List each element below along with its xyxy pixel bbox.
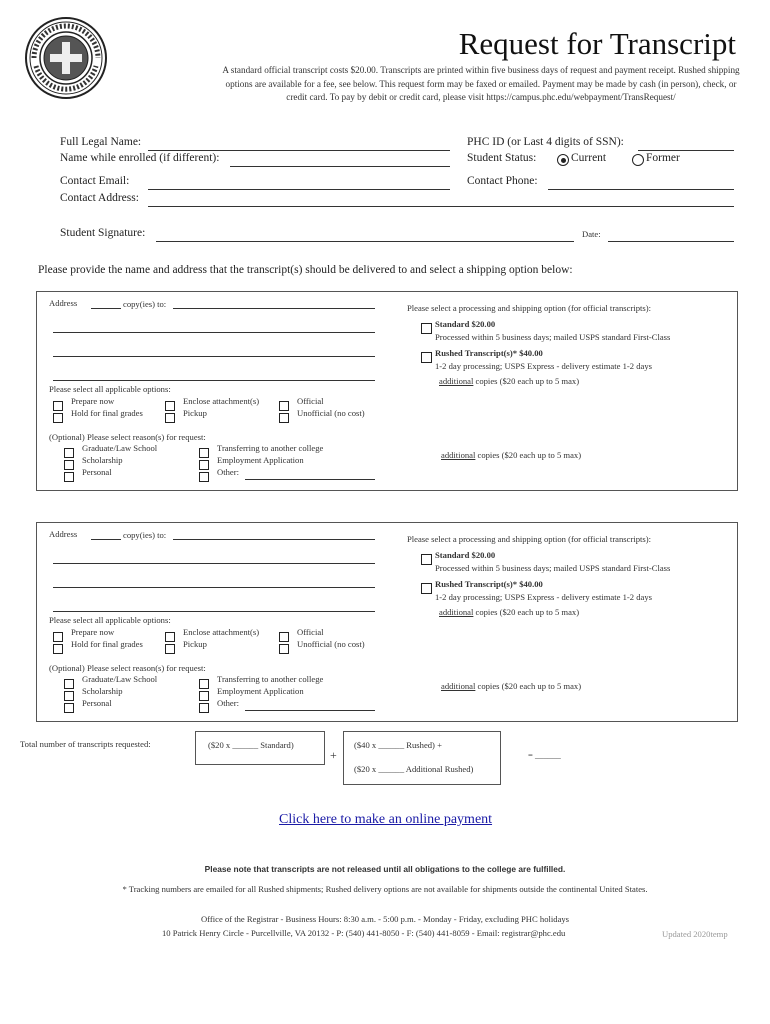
status-former-radio[interactable] (632, 153, 644, 171)
standard-desc: Processed within 5 business days; mailed USPS standard First-Class (435, 563, 671, 573)
obligations-note: Please note that transcripts are not released until all obligations to the college are fulfilled. (204, 864, 566, 874)
official-label: Official (297, 396, 324, 406)
hold-grades-label: Hold for final grades (71, 408, 143, 418)
enclose-label: Enclose attachment(s) (183, 627, 260, 637)
hold-grades-label: Hold for final grades (71, 639, 143, 649)
status-former-label: Former (646, 152, 680, 164)
other-label: Other: (217, 698, 239, 708)
delivery-block-2 (36, 522, 738, 722)
pickup-label: Pickup (183, 639, 207, 649)
rushed-total-box[interactable] (343, 731, 501, 785)
phc-id-field[interactable] (638, 150, 734, 151)
pickup-checkbox[interactable] (165, 641, 175, 659)
other-reason-field[interactable] (245, 710, 375, 711)
enclose-label: Enclose attachment(s) (183, 396, 260, 406)
office-hours: Office of the Registrar - Business Hours: 8:30 a.m. - 5:00 p.m. - Monday - Friday, excluding PHC holidays (200, 914, 570, 924)
copies-to-label: copy(ies) to: (123, 299, 167, 309)
reasons-title: (Optional) Please select reason(s) for request: (49, 663, 206, 673)
delivery-block-1 (36, 291, 738, 491)
standard-additional-copies[interactable] (441, 450, 581, 460)
instructions-text: Please provide the name and address that the transcript(s) should be delivered to and select a shipping option below: (38, 264, 573, 276)
contact-address-field[interactable] (148, 206, 734, 207)
standard-total-text: ($20 x ______ Standard) (208, 740, 294, 750)
additional-label: additional (441, 681, 476, 691)
additional-copies-label: copies ($20 each up to 5 max) (475, 450, 582, 460)
rushed-desc: 1-2 day processing; USPS Express - delivery estimate 1-2 days (435, 361, 652, 371)
total-label: Total number of transcripts requested: (20, 739, 151, 749)
student-status-label: Student Status: (467, 152, 537, 164)
other-label: Other: (217, 467, 239, 477)
grad-school-label: Graduate/Law School (82, 443, 158, 453)
hold-grades-checkbox[interactable] (53, 641, 63, 659)
unofficial-label: Unofficial (no cost) (297, 639, 365, 649)
address-line-3-field[interactable] (53, 380, 375, 381)
rushed-additional-copies[interactable] (439, 376, 579, 386)
legal-name-field[interactable] (148, 150, 450, 151)
reasons-title: (Optional) Please select reason(s) for request: (49, 432, 206, 442)
official-label: Official (297, 627, 324, 637)
employment-label: Employment Application (217, 686, 304, 696)
office-contact: 10 Patrick Henry Circle - Purcellville, VA 20132 - P: (540) 441-8050 - F: (540) 441-8059 - Email: registrar@phc.edu (162, 928, 566, 938)
options-title: Please select all applicable options: (49, 615, 171, 625)
transfer-label: Transferring to another college (217, 674, 324, 684)
standard-total-box[interactable] (195, 731, 325, 765)
phc-id-label: PHC ID (or Last 4 digits of SSN): (467, 136, 624, 148)
legal-name-label: Full Legal Name: (60, 136, 142, 148)
signature-field[interactable] (156, 241, 574, 242)
unofficial-checkbox[interactable] (279, 641, 289, 659)
rushed-desc: 1-2 day processing; USPS Express - delivery estimate 1-2 days (435, 592, 652, 602)
transfer-label: Transferring to another college (217, 443, 324, 453)
scholarship-label: Scholarship (82, 455, 123, 465)
address-line-1-field[interactable] (53, 563, 375, 564)
prepare-now-label: Prepare now (71, 396, 115, 406)
personal-label: Personal (82, 698, 112, 708)
scholarship-label: Scholarship (82, 686, 123, 696)
standard-checkbox[interactable] (421, 552, 432, 570)
intro-text: A standard official transcript costs $20.00. Transcripts are printed within five business days of request and payment receipt. Rushed shipping options are available for a fee, see below. This request form may be faxed or emailed. Payment may be made by cash (in person), check, or credit card. To pay by debit or credit card, please visit https://campus.phc.edu/webpayment/TransRequest/ (222, 65, 740, 102)
enrolled-name-label: Name while enrolled (if different): (60, 152, 220, 164)
unofficial-label: Unofficial (no cost) (297, 408, 365, 418)
personal-checkbox[interactable] (64, 700, 74, 718)
rushed-label: Rushed Transcript(s)* $40.00 (435, 348, 543, 358)
copies-to-label: copy(ies) to: (123, 530, 167, 540)
address-line-2-field[interactable] (53, 356, 375, 357)
other-reason-field[interactable] (245, 479, 375, 480)
enrolled-name-field[interactable] (230, 166, 450, 167)
online-payment-link[interactable]: Click here to make an online payment (279, 812, 493, 827)
shipping-title: Please select a processing and shipping option (for official transcripts): (407, 303, 651, 313)
rushed-label: Rushed Transcript(s)* $40.00 (435, 579, 543, 589)
personal-label: Personal (82, 467, 112, 477)
additional-copies-label: copies ($20 each up to 5 max) (475, 681, 582, 691)
shipping-title: Please select a processing and shipping option (for official transcripts): (407, 534, 651, 544)
updated-label: Updated 2020temp (662, 929, 728, 939)
date-field[interactable] (608, 241, 734, 242)
address-line-2-field[interactable] (53, 587, 375, 588)
rushed-checkbox[interactable] (421, 350, 432, 368)
standard-checkbox[interactable] (421, 321, 432, 339)
copies-count-field[interactable] (91, 539, 121, 540)
unofficial-checkbox[interactable] (279, 410, 289, 428)
rushed-total-text: ($40 x ______ Rushed) + (354, 740, 442, 750)
contact-email-label: Contact Email: (60, 175, 130, 187)
status-current-label: Current (571, 152, 607, 164)
standard-label: Standard $20.00 (435, 319, 496, 329)
additional-copies-label: copies ($20 each up to 5 max) (473, 607, 580, 617)
contact-phone-label: Contact Phone: (467, 175, 538, 187)
signature-label: Student Signature: (60, 227, 146, 239)
status-current-radio[interactable] (557, 153, 569, 171)
standard-desc: Processed within 5 business days; mailed USPS standard First-Class (435, 332, 671, 342)
address-label: Address (49, 529, 78, 539)
rushed-additional-copies[interactable] (439, 607, 579, 617)
pickup-label: Pickup (183, 408, 207, 418)
grand-total-field[interactable]: = ______ (528, 750, 561, 760)
contact-address-label: Contact Address: (60, 192, 139, 204)
tracking-note: * Tracking numbers are emailed for all Rushed shipments; Rushed delivery options are not available for shipments outside the continental United States. (122, 884, 648, 894)
add-rushed-total-text: ($20 x ______ Additional Rushed) (354, 764, 474, 774)
standard-label: Standard $20.00 (435, 550, 496, 560)
address-line-1-field[interactable] (53, 332, 375, 333)
additional-label: additional (439, 376, 474, 386)
address-line-3-field[interactable] (53, 611, 375, 612)
address-label: Address (49, 298, 78, 308)
options-title: Please select all applicable options: (49, 384, 171, 394)
hold-grades-checkbox[interactable] (53, 410, 63, 428)
employment-label: Employment Application (217, 455, 304, 465)
page-title: Request for Transcript (458, 26, 736, 61)
recipient-name-field[interactable] (173, 539, 375, 540)
college-seal-logo (24, 16, 108, 100)
contact-email-field[interactable] (148, 189, 450, 190)
other-checkbox[interactable] (199, 700, 209, 718)
additional-copies-label: copies ($20 each up to 5 max) (473, 376, 580, 386)
personal-checkbox[interactable] (64, 469, 74, 487)
plus-sign: + (330, 748, 337, 762)
additional-label: additional (441, 450, 476, 460)
pickup-checkbox[interactable] (165, 410, 175, 428)
prepare-now-label: Prepare now (71, 627, 115, 637)
other-checkbox[interactable] (199, 469, 209, 487)
grad-school-label: Graduate/Law School (82, 674, 158, 684)
date-label: Date: (582, 229, 601, 239)
standard-additional-copies[interactable] (441, 681, 581, 691)
recipient-name-field[interactable] (173, 308, 375, 309)
rushed-checkbox[interactable] (421, 581, 432, 599)
contact-phone-field[interactable] (548, 189, 734, 190)
additional-label: additional (439, 607, 474, 617)
copies-count-field[interactable] (91, 308, 121, 309)
